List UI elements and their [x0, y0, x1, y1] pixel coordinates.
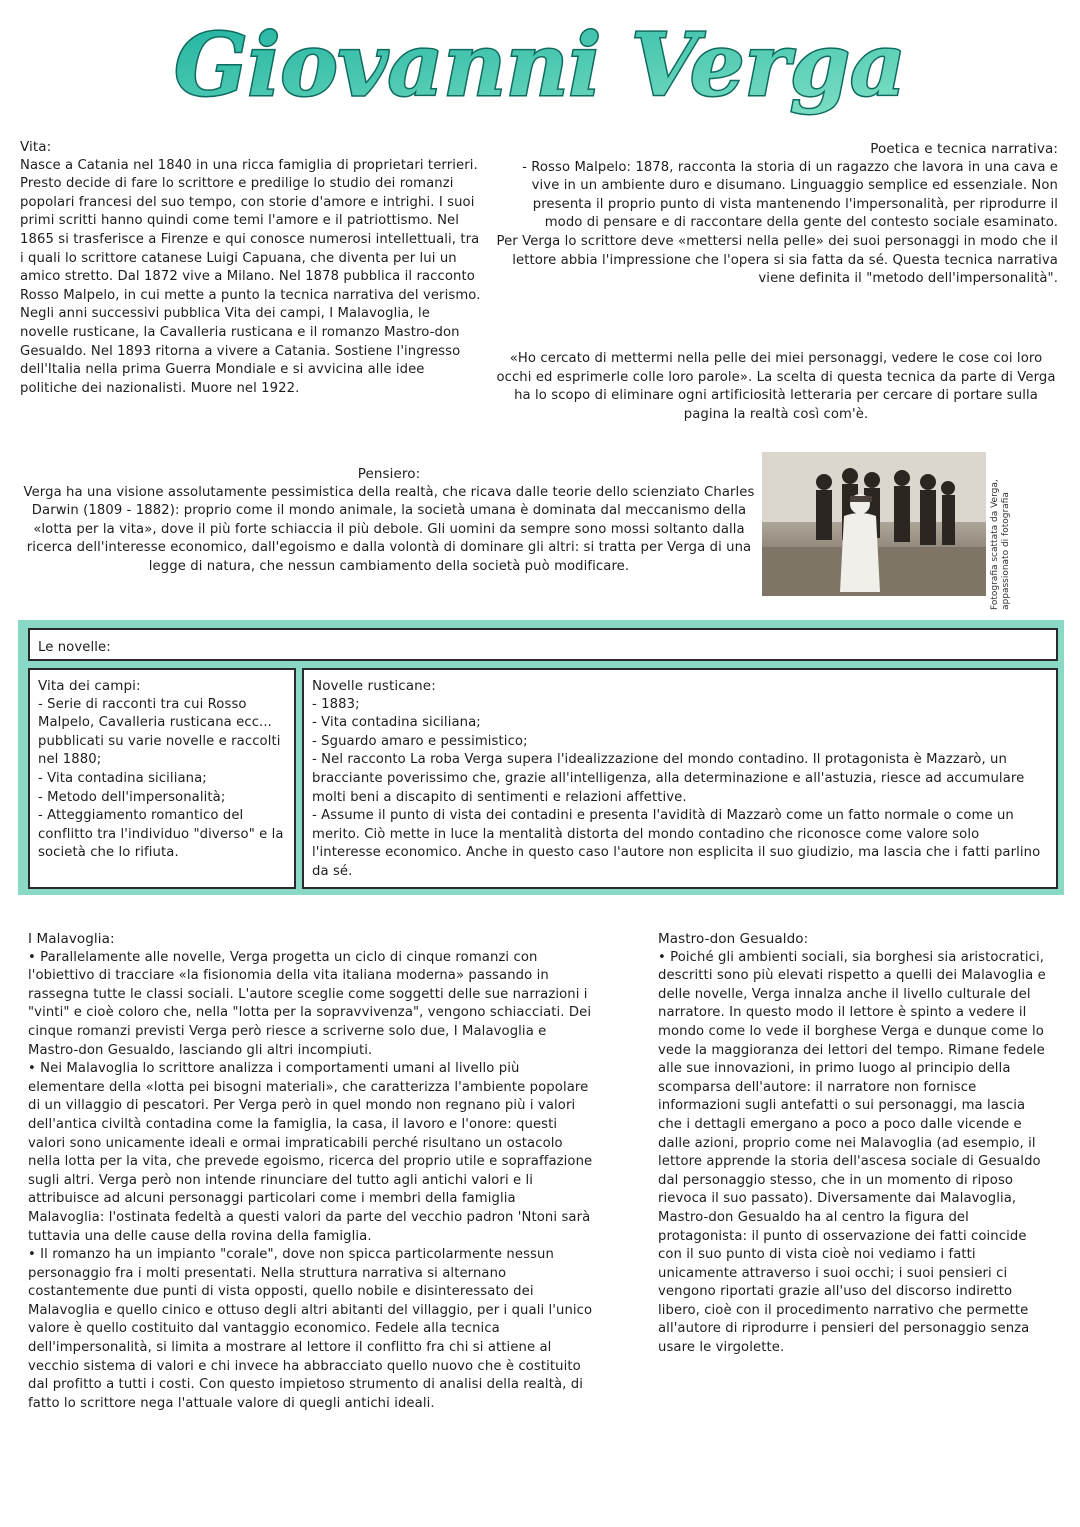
list-item: - 1883;: [312, 696, 360, 712]
list-item: - Sguardo amaro e pessimistico;: [312, 733, 528, 749]
vita-dei-campi-heading: Vita dei campi:: [38, 678, 141, 694]
novelle-heading: Le novelle:: [38, 640, 111, 655]
malavoglia-section: [28, 930, 596, 1413]
malavoglia-paragraph-3: • Il romanzo ha un impianto "corale", dove non spicca particolarmente nessun personaggio fra i molti presentati. Nella struttura narrativa si alternano costantemente due punti di vista opposti, quello nobile e disinteressato dei Malavoglia e quello cinico e ottuso degli altri abitanti del villaggio, per i quali l'unico valore è quello costituito dal vantaggio economico. Fedele alla tecnica dell'impersonalità, si limita a mostrare al lettore il conflitto fra chi si attiene al vecchio sistema di valori e chi invece ha abbracciato quello nuovo che è costituito dal profitto a tutti i costi. Con questo impietoso strumento di analisi della realtà, di fatto lo scrittore nega l'attuale valore di quegli antichi ideali.: [28, 1247, 593, 1411]
list-item: - Nel racconto La roba Verga supera l'idealizzazione del mondo contadino. Il protagonista è Mazzarò, un bracciante poverissimo che, grazie all'intelligenza, alla determinazione e all'astuzia, riesce ad accumulare molti beni a discapito di sentimenti e relazioni affettive.: [312, 752, 1025, 805]
rusticane-box: [302, 668, 1058, 889]
malavoglia-paragraph-1: • Parallelamente alle novelle, Verga progetta un ciclo di cinque romanzi con l'obiettivo di tracciare «la fisionomia della vita italiana moderna» passando in rassegna tutte le classi sociali. L'autore sceglie come soggetti delle sue narrazioni i "vinti" e cioè coloro che, nella "lotta per la sopravvivenza", vengono schiacciati. Dei cinque romanzi previsti Verga però riesce a scriverne solo due, I Malavoglia e Mastro-don Gesualdo, lasciando gli altri incompiuti.: [28, 949, 592, 1058]
novelle-box: [18, 620, 1064, 895]
poetica-section: [494, 140, 1058, 289]
gesualdo-section: [658, 930, 1046, 1358]
photo-caption: Fotografia scattata da Verga, appassionato di fotografia: [990, 479, 1011, 610]
vita-heading: Vita:: [20, 139, 52, 155]
malavoglia-heading: I Malavoglia:: [28, 931, 115, 947]
list-item: - Vita contadina siciliana;: [312, 715, 481, 731]
poetica-quote-section: [494, 350, 1058, 424]
malavoglia-paragraph-2: • Nei Malavoglia lo scrittore analizza i comportamenti umani al livello più elementare della «lotta pei bisogni materiali», che caratterizza l'ambiente popolare di un villaggio di pescatori. Per Verga però in quel mondo non regnano più i valori dell'antica civiltà contadina come la famiglia, la casa, il lavoro e l'onore: questi valori sono unicamente ideali e ormai impraticabili perché risultano un ostacolo nella lotta per la vita, che prevede egoismo, ricerca del proprio utile e sopraffazione sugli altri. Verga però non intende rinunciare del tutto agli antichi valori e li attribuisce ad alcuni personaggi particolari come i membri della famiglia Malavoglia: l'ostinata fedeltà a questi valori da parte del vecchio padron 'Ntoni sarà tuttavia una delle cause della rovina della famiglia.: [28, 1061, 593, 1244]
group-photo-figures: [762, 452, 986, 596]
rusticane-list: [312, 696, 1048, 882]
novelle-heading-box: [28, 628, 1058, 661]
vita-section: [20, 138, 482, 398]
list-item: - Serie di racconti tra cui Rosso Malpelo, Cavalleria rusticana ecc... pubblicati su varie novelle e raccolti nel 1880;: [38, 696, 281, 768]
list-item: - Vita contadina siciliana;: [38, 770, 207, 786]
pensiero-section: [20, 465, 758, 577]
list-item: - Metodo dell'impersonalità;: [38, 789, 226, 805]
vita-text: Nasce a Catania nel 1840 in una ricca famiglia di proprietari terrieri. Presto decide di fare lo scrittore e predilige lo studio dei romanzi popolari francesi del suo tempo, con storie d'amore e intrighi. I suoi primi scritti hanno quindi come temi l'amore e il patriottismo. Nel 1865 si trasferisce a Firenze e qui conosce numerosi intellettuali, tra i quali lo scrittore catanese Luigi Capuana, che diventa per lui un amico stretto. Dal 1872 vive a Milano. Nel 1878 pubblica il racconto Rosso Malpelo, in cui mette a punto la tecnica narrativa del verismo. Negli anni successivi pubblica Vita dei campi, I Malavoglia, le novelle rusticane, la Cavalleria rusticana e il romanzo Mastro-don Gesualdo. Nel 1893 ritorna a vivere a Catania. Sostiene l'ingresso dell'Italia nella prima Guerra Mondiale e si avvicina alle idee politiche dei nazionalisti. Muore nel 1922.: [20, 157, 481, 396]
page-title: [0, 0, 1080, 135]
gesualdo-heading: Mastro-don Gesualdo:: [658, 931, 809, 947]
poetica-paragraph-2: Per Verga lo scrittore deve «mettersi nella pelle» dei suoi personaggi in modo che il lettore abbia l'impressione che l'opera si sia fatta da sé. Questa tecnica narrativa viene definita il "metodo dell'impersonalità".: [496, 233, 1058, 287]
list-item: - Atteggiamento romantico del conflitto tra l'individuo "diverso" e la società che lo rifiuta.: [38, 808, 284, 861]
group-photo: [762, 452, 986, 596]
poetica-heading: Poetica e tecnica narrativa:: [870, 141, 1058, 157]
pensiero-text: Verga ha una visione assolutamente pessimistica della realtà, che ricava dalle teorie dello scienziato Charles Darwin (1809 - 1882): proprio come il mondo animale, la società umana è dominata dal meccanismo della «lotta per la vita», dove il più forte schiaccia il più debole. Gli uomini da sempre sono mossi soltanto dalla ricerca dell'interesse economico, dall'egoismo e dalla volontà di dominare gli altri: si tratta per Verga di una legge di natura, che nessun cambiamento della società può modificare.: [23, 484, 755, 574]
title-svg: [0, 0, 1080, 135]
gesualdo-text: • Poiché gli ambienti sociali, sia borghesi sia aristocratici, descritti sono più elevati rispetto a quelli dei Malavoglia e delle novelle, Verga innalza anche il livello culturale del narratore. In questo modo il lettore è spinto a vedere il mondo come lo vede il borghese Verga e dunque come lo vede la maggioranza dei lettori del tempo. Rimane fedele alle sue innovazioni, in primo luogo al principio della scomparsa dell'autore: il narratore non fornisce informazioni sugli antefatti o sui personaggi, ma lascia che i dettagli emergano a poco a poco dalle vicende e dalle azioni, proprio come nei Malavoglia (ad esempio, il lettore apprende la storia dell'ascesa sociale di Gesualdo dal personaggio stesso, che in un momento di riposo rievoca il suo passato). Diversamente dai Malavoglia, Mastro-don Gesualdo ha al centro la figura del protagonista: il punto di osservazione dei fatti coincide con il suo punto di vista cioè noi vediamo i fatti unicamente attraverso i suoi occhi; i suoi pensieri ci vengono riportati grazie all'uso del discorso indiretto libero, cioè con il procedimento narrativo che permette all'autore di riprodurre i pensieri del personaggio senza usare le virgolette.: [658, 949, 1046, 1356]
title-text: Giovanni Verga: [174, 15, 906, 116]
rusticane-heading: Novelle rusticane:: [312, 678, 436, 694]
poetica-paragraph-1: - Rosso Malpelo: 1878, racconta la storia di un ragazzo che lavora in una cava e vive in un ambiente duro e disumano. Linguaggio semplice ed essenziale. Non presenta il proprio punto di vista mantenendo l'impersonalità, per riprodurre il modo di pensare e di raccontare della gente del contesto sociale esaminato.: [522, 159, 1058, 231]
list-item: - Assume il punto di vista dei contadini e presenta l'avidità di Mazzarò come un fatto normale o come un merito. Ciò mette in luce la mentalità distorta del mondo contadino che riconosce come valore solo l'interesse economico. Anche in questo caso l'autore non esplicita il suo giudizio, ma lascia che i fatti parlino da sé.: [312, 808, 1041, 879]
vita-dei-campi-box: [28, 668, 296, 889]
poetica-paragraph-3: «Ho cercato di mettermi nella pelle dei miei personaggi, vedere le cose coi loro occhi ed esprimerle colle loro parole». La scelta di questa tecnica da parte di Verga ha lo scopo di eliminare ogni artificiosità letteraria per cercare di portare sulla pagina la realtà così com'è.: [496, 351, 1056, 422]
pensiero-heading: Pensiero:: [357, 466, 421, 482]
vita-dei-campi-list: [38, 696, 286, 863]
